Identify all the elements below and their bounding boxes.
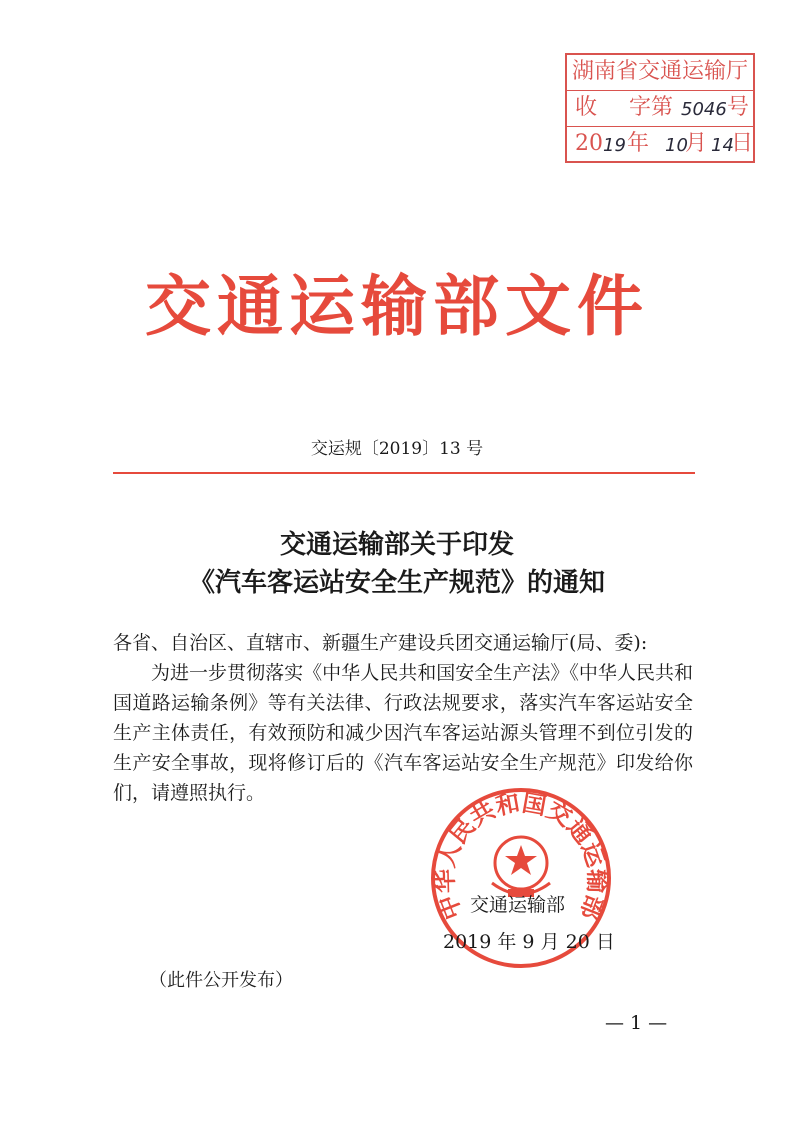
receipt-number: 5046	[681, 99, 727, 120]
issue-date: 2019 年 9 月 20 日	[443, 931, 615, 953]
page-number: — 1 —	[605, 1012, 668, 1034]
receipt-month-label: 月	[685, 131, 708, 156]
notice-body: 为进一步贯彻落实《中华人民共和国安全生产法》《中华人民共和国道路运输条例》等有关法律、行政法规要求，落实汽车客运站安全生产主体责任，有效预防和减少因汽车客运站源头管理不到位引发的生产安全事故，现将修订后的《汽车客运站安全生产规范》印发给你们，请遵照执行。	[113, 662, 693, 804]
receipt-day: 14	[711, 135, 734, 156]
red-divider	[113, 472, 695, 474]
receipt-number-row	[567, 91, 753, 127]
receipt-day-label: 日	[731, 131, 754, 156]
notice-title-line1: 交通运输部关于印发	[279, 530, 514, 560]
receipt-stamp	[565, 53, 755, 163]
signer: 交通运输部	[470, 894, 566, 916]
national-emblem-icon	[492, 837, 550, 897]
addressee: 各省、自治区、直辖市、新疆生产建设兵团交通运输厅(局、委):	[113, 632, 648, 654]
receipt-number-label: 字第	[629, 95, 674, 120]
document-number: 交运规〔2019〕13 号	[310, 439, 484, 459]
receipt-receive-label: 收	[575, 95, 598, 120]
receipt-year-prefix: 20	[575, 131, 603, 156]
public-release-note: （此件公开发布）	[149, 970, 293, 991]
receipt-date-row	[567, 127, 753, 163]
receipt-month: 10	[665, 135, 688, 156]
document-header-title: 交通运输部文件	[145, 268, 649, 345]
receipt-year-hand: 19	[603, 135, 626, 156]
notice-title-line2: 《汽车客运站安全生产规范》的通知	[188, 568, 605, 598]
receipt-org: 湖南省交通运输厅	[567, 55, 753, 91]
receipt-number-suffix: 号	[727, 95, 750, 120]
receipt-year-label: 年	[627, 131, 650, 156]
seal-text: 中华人民共和国交通运输部	[430, 788, 612, 924]
